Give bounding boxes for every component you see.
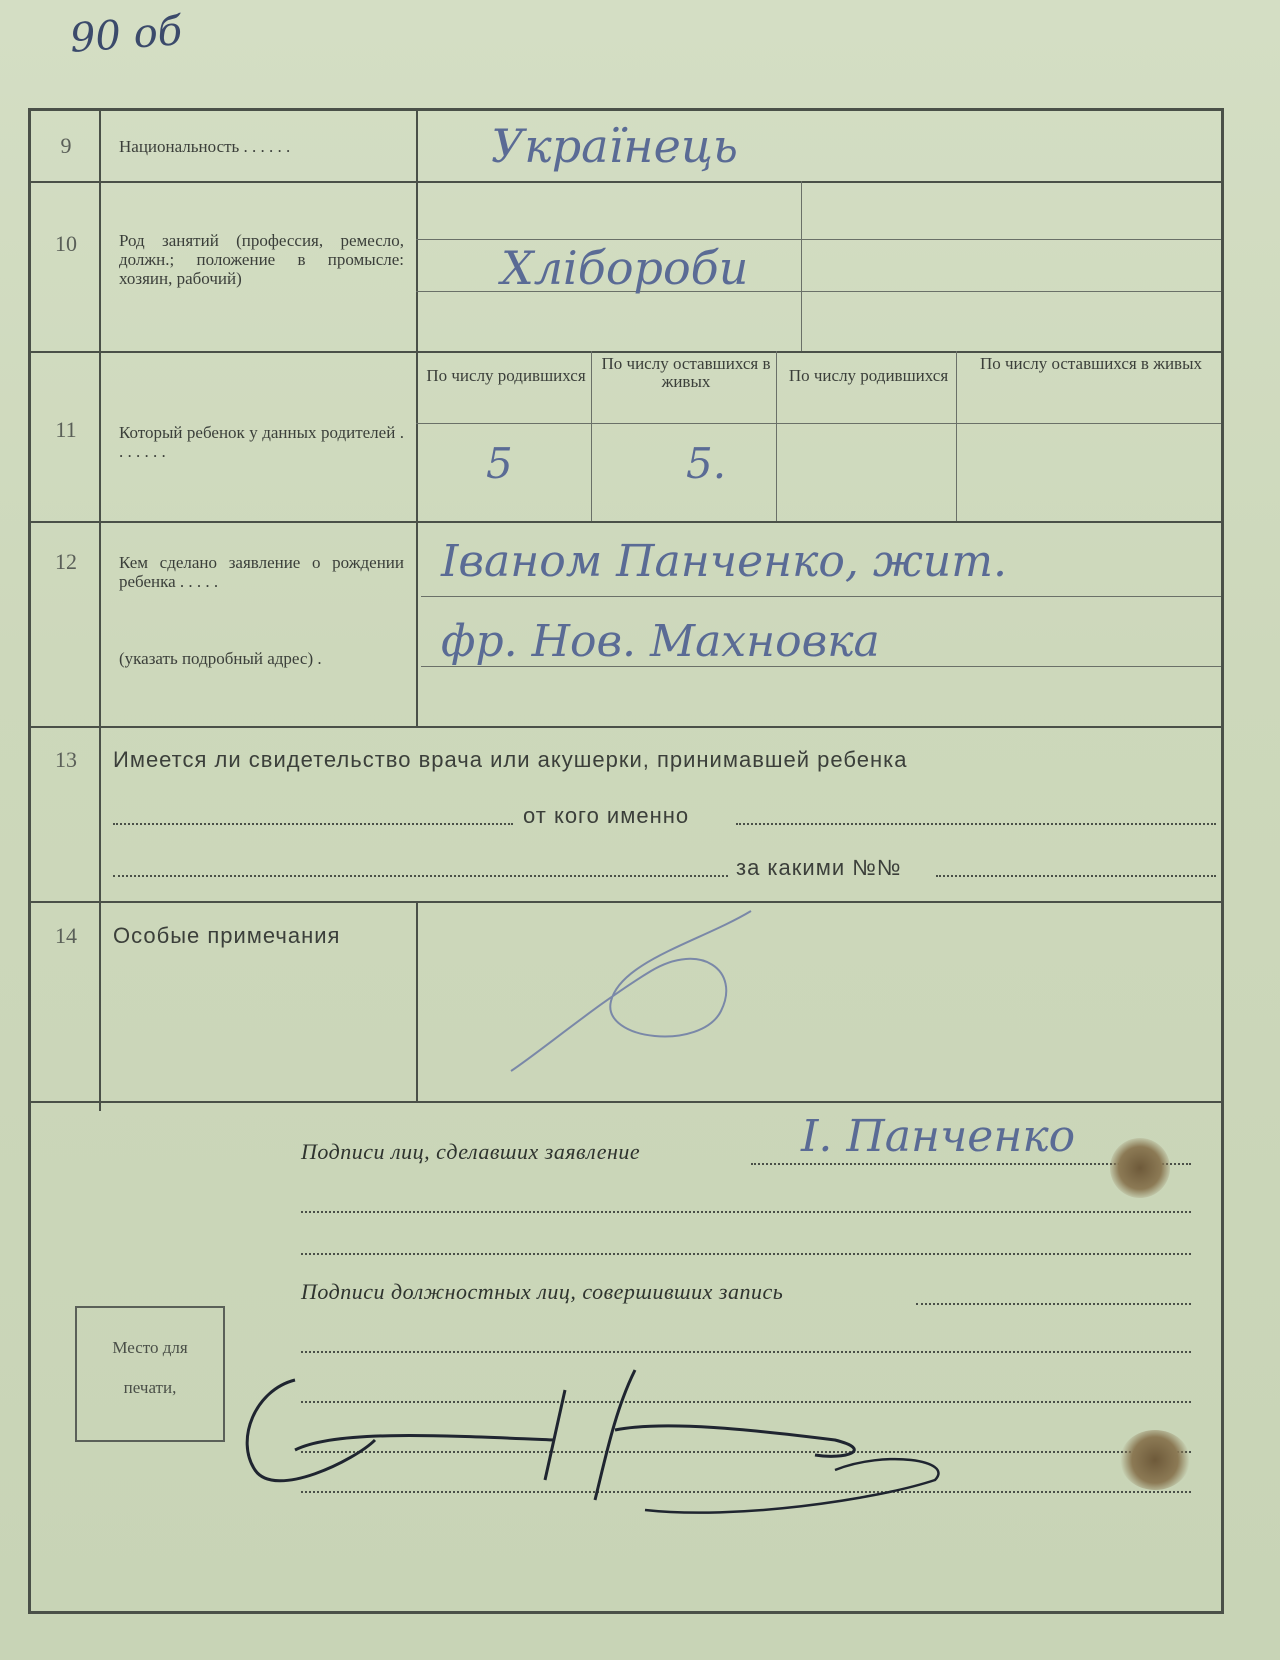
label-column-divider xyxy=(416,111,418,726)
value-line xyxy=(416,239,1221,240)
row-divider xyxy=(31,521,1221,523)
dotted-line xyxy=(736,823,1216,825)
page-number: 90 об xyxy=(68,8,184,62)
column-header-living: По числу оставшихся в живых xyxy=(601,354,771,391)
dotted-line xyxy=(113,875,728,877)
field-label-nationality: Национальность . . . . . . xyxy=(119,137,291,156)
field-label-occupation: Род занятий (профессия, ремесло, должн.; положение в промысле: хозяин, рабочий) xyxy=(119,231,404,288)
stamp-label: Место для печати, xyxy=(112,1338,188,1397)
handwritten-declarant-name: Іваном Панченко, жит. xyxy=(441,536,1007,587)
row-divider xyxy=(31,181,1221,183)
dotted-line xyxy=(113,823,513,825)
field-label-by-numbers: за какими №№ xyxy=(736,855,902,880)
notes-blank-mark xyxy=(501,901,831,1101)
officials-signature-label: Подписи должностных лиц, совершивших запись xyxy=(301,1279,784,1304)
handwritten-declarant-address: фр. Нов. Махновка xyxy=(441,616,880,667)
applicant-signature: І. Панченко xyxy=(801,1111,1076,1162)
child-column-divider xyxy=(956,351,957,521)
row-number: 12 xyxy=(55,549,77,574)
row-divider xyxy=(31,726,1221,728)
official-signature xyxy=(235,1360,955,1530)
signature-line xyxy=(301,1351,1191,1353)
field-label-child-order: Который ребенок у данных родителей . . . . . . . xyxy=(119,423,404,461)
value-column-divider xyxy=(801,181,802,351)
value-line xyxy=(421,596,1221,597)
row-number: 9 xyxy=(60,133,72,158)
stamp-placeholder xyxy=(75,1306,225,1442)
label-column-divider-14 xyxy=(416,901,418,1101)
handwritten-born-count: 5 xyxy=(486,439,513,488)
signature-line xyxy=(301,1253,1191,1255)
field-label-address: (указать подробный адрес) . xyxy=(119,649,322,668)
column-header-born: По числу родившихся xyxy=(788,366,949,385)
handwritten-nationality: Українець xyxy=(491,119,738,173)
signature-line xyxy=(916,1303,1191,1305)
number-column-divider xyxy=(99,111,101,1111)
field-label-from-whom: от кого именно xyxy=(523,803,690,828)
column-header-line xyxy=(416,423,1221,424)
row-number: 11 xyxy=(55,417,77,442)
column-header-born: По числу родившихся xyxy=(426,366,586,385)
signature-line xyxy=(301,1211,1191,1213)
field-label-declarant: Кем сделано заявление о рождении ребенка . . . . . xyxy=(119,553,404,591)
handwritten-occupation: Хлібороби xyxy=(501,241,749,295)
column-header-living: По числу оставшихся в живых xyxy=(979,354,1202,373)
paper-damage-hole xyxy=(1110,1138,1170,1198)
field-label-certificate: Имеется ли свидетельство врача или акушерки, принимавшей ребенка xyxy=(113,747,908,772)
row-divider xyxy=(31,1101,1221,1103)
applicants-signature-label: Подписи лиц, сделавших заявление xyxy=(301,1139,641,1164)
dotted-line xyxy=(936,875,1216,877)
row-divider xyxy=(31,351,1221,353)
child-column-divider xyxy=(776,351,777,521)
row-number: 10 xyxy=(55,231,77,256)
field-label-notes: Особые примечания xyxy=(113,923,341,948)
handwritten-living-count: 5. xyxy=(686,439,727,488)
paper-damage-hole xyxy=(1120,1430,1190,1490)
row-number: 14 xyxy=(55,923,77,948)
row-number: 13 xyxy=(55,747,77,772)
child-column-divider xyxy=(591,351,592,521)
